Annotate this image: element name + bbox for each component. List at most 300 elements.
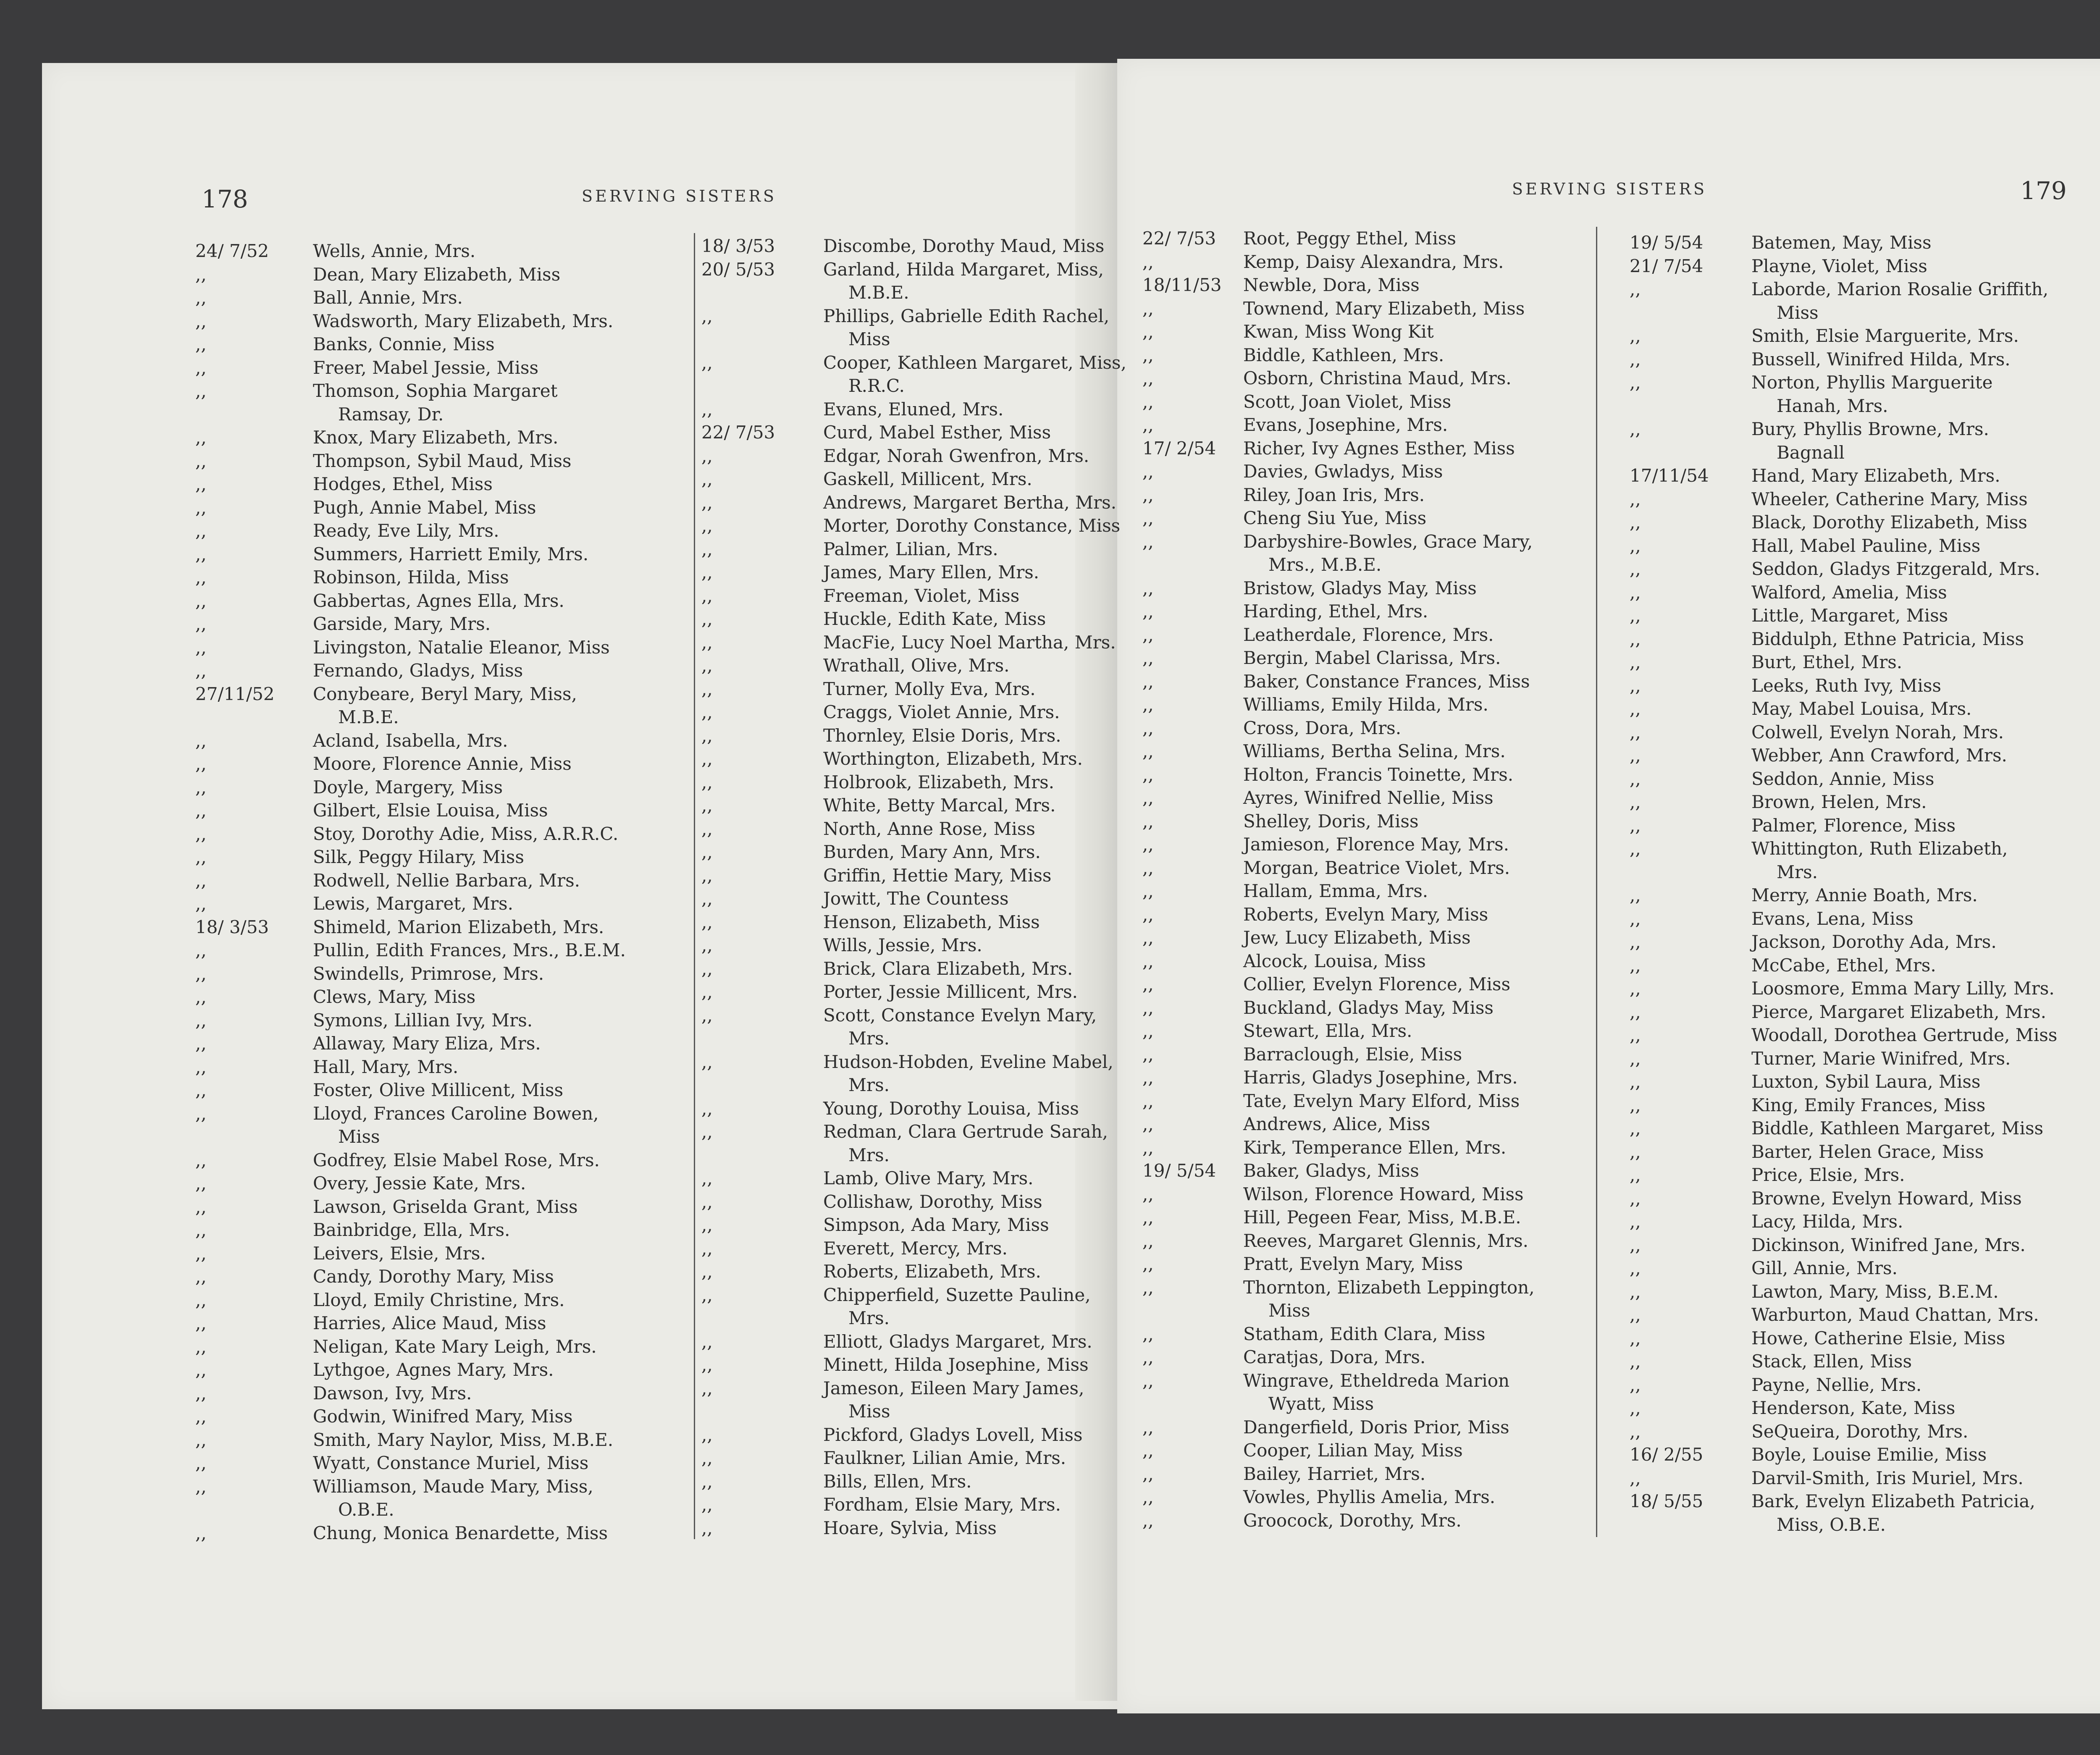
entry-name: Wills, Jessie, Mrs. bbox=[823, 935, 982, 955]
entry-date: ,, bbox=[1630, 1258, 1641, 1278]
entry-date: ,, bbox=[1630, 1211, 1641, 1232]
list-entry bbox=[1142, 1019, 1588, 1043]
entry-date: ,, bbox=[1630, 675, 1641, 696]
list-entry bbox=[1142, 1206, 1588, 1229]
entry-name: Tate, Evelyn Mary Elford, Miss bbox=[1243, 1090, 1520, 1111]
list-entry bbox=[195, 869, 691, 892]
entry-date: ,, bbox=[1630, 1165, 1641, 1185]
entry-name: Cheng Siu Yue, Miss bbox=[1243, 508, 1427, 528]
entry-date: ,, bbox=[701, 1448, 713, 1468]
list-entry bbox=[1630, 1513, 2100, 1537]
entry-name: Moore, Florence Annie, Miss bbox=[313, 753, 572, 774]
entry-name: Biddle, Kathleen, Mrs. bbox=[1243, 344, 1444, 365]
entry-name: Collishaw, Dorothy, Miss bbox=[823, 1191, 1042, 1212]
entry-name: Simpson, Ada Mary, Miss bbox=[823, 1215, 1049, 1235]
entry-date: ,, bbox=[1142, 1487, 1154, 1507]
entry-name: Smith, Mary Naylor, Miss, M.B.E. bbox=[313, 1429, 614, 1450]
entry-date: ,, bbox=[1142, 834, 1154, 855]
list-entry bbox=[701, 1353, 1113, 1377]
entry-date: ,, bbox=[701, 655, 713, 676]
list-entry bbox=[1142, 1276, 1588, 1299]
entry-date: ,, bbox=[1142, 974, 1154, 994]
entry-name: Stoy, Dorothy Adie, Miss, A.R.R.C. bbox=[313, 823, 619, 844]
entry-name: Playne, Violet, Miss bbox=[1751, 255, 1927, 276]
entry-name: Vowles, Phyllis Amelia, Mrs. bbox=[1243, 1487, 1496, 1507]
entry-date: 27/11/52 bbox=[195, 683, 275, 704]
entry-date: ,, bbox=[1142, 671, 1154, 692]
entry-date: ,, bbox=[1630, 1421, 1641, 1442]
entry-date: ,, bbox=[195, 1382, 207, 1403]
list-entry bbox=[701, 328, 1113, 351]
list-entry bbox=[701, 1516, 1113, 1540]
entry-name: Garside, Mary, Mrs. bbox=[313, 614, 491, 634]
entry-name: Clews, Mary, Miss bbox=[313, 986, 476, 1007]
list-entry bbox=[1630, 417, 2100, 441]
entry-date: ,, bbox=[195, 986, 207, 1007]
entry-name: Alcock, Louisa, Miss bbox=[1243, 950, 1426, 971]
list-entry bbox=[1142, 950, 1588, 973]
list-entry bbox=[195, 1428, 691, 1452]
entry-date: ,, bbox=[195, 777, 207, 797]
entry-date: ,, bbox=[1142, 461, 1154, 482]
list-entry bbox=[1630, 1070, 2100, 1094]
entry-name: Gabbertas, Agnes Ella, Mrs. bbox=[313, 590, 564, 611]
entry-name: Laborde, Marion Rosalie Griffith, bbox=[1751, 279, 2049, 299]
entry-name: Miss bbox=[338, 1126, 380, 1147]
entry-name: Pierce, Margaret Elizabeth, Mrs. bbox=[1751, 1001, 2046, 1022]
entry-name: Thompson, Sybil Maud, Miss bbox=[313, 450, 572, 471]
list-entry bbox=[1142, 273, 1588, 297]
entry-date: ,, bbox=[1142, 251, 1154, 272]
entry-date: ,, bbox=[195, 450, 207, 471]
entry-name: Black, Dorothy Elizabeth, Miss bbox=[1751, 512, 2027, 533]
entry-date: ,, bbox=[1142, 1090, 1154, 1111]
entry-date: ,, bbox=[1630, 955, 1641, 976]
entry-date: ,, bbox=[1142, 694, 1154, 715]
list-entry bbox=[195, 659, 691, 682]
entry-date: ,, bbox=[1142, 624, 1154, 645]
entry-name: Kemp, Daisy Alexandra, Mrs. bbox=[1243, 251, 1504, 272]
entry-date: ,, bbox=[701, 1471, 713, 1492]
entry-name: Shelley, Doris, Miss bbox=[1243, 811, 1419, 832]
list-entry bbox=[1142, 367, 1588, 390]
list-entry bbox=[1142, 1183, 1588, 1206]
entry-date: ,, bbox=[701, 958, 713, 979]
entry-name: Wyatt, Miss bbox=[1268, 1393, 1374, 1414]
list-entry bbox=[701, 1330, 1113, 1354]
entry-name: Brick, Clara Elizabeth, Mrs. bbox=[823, 958, 1073, 979]
list-entry bbox=[1142, 903, 1588, 926]
entry-name: Wyatt, Constance Muriel, Miss bbox=[313, 1453, 589, 1473]
entry-name: Holbrook, Elizabeth, Mrs. bbox=[823, 771, 1055, 792]
entry-date: ,, bbox=[1142, 344, 1154, 365]
entry-date: ,, bbox=[1142, 811, 1154, 832]
list-entry bbox=[195, 916, 691, 939]
entry-date: ,, bbox=[195, 474, 207, 494]
entry-date: 20/ 5/53 bbox=[701, 259, 775, 280]
list-entry bbox=[1142, 1369, 1588, 1393]
entry-date: ,, bbox=[195, 264, 207, 285]
entry-name: Williams, Bertha Selina, Mrs. bbox=[1243, 741, 1506, 761]
entry-date: ,, bbox=[701, 1121, 713, 1142]
list-entry bbox=[195, 1218, 691, 1242]
list-entry bbox=[1142, 1229, 1588, 1253]
list-entry bbox=[701, 514, 1121, 538]
entry-name: M.B.E. bbox=[848, 282, 909, 303]
entry-name: Wilson, Florence Howard, Miss bbox=[1243, 1183, 1524, 1204]
list-entry bbox=[195, 1009, 691, 1032]
list-entry bbox=[195, 706, 691, 729]
entry-name: Hall, Mabel Pauline, Miss bbox=[1751, 535, 1981, 556]
list-entry bbox=[1142, 833, 1588, 856]
entry-name: Jew, Lucy Elizabeth, Miss bbox=[1243, 927, 1471, 948]
list-entry bbox=[1142, 623, 1588, 647]
list-entry bbox=[1142, 1485, 1588, 1509]
entry-date: ,, bbox=[1630, 279, 1641, 299]
list-entry bbox=[1630, 977, 2100, 1000]
entry-date: ,, bbox=[1142, 531, 1154, 552]
entry-name: Banks, Connie, Miss bbox=[313, 334, 495, 354]
entry-date: ,, bbox=[701, 1005, 713, 1026]
list-entry bbox=[701, 1237, 1113, 1260]
entry-date: ,, bbox=[701, 585, 713, 606]
entry-date: ,, bbox=[701, 399, 713, 420]
entry-date: ,, bbox=[195, 1359, 207, 1380]
entry-date: ,, bbox=[1630, 792, 1641, 812]
entry-name: Mrs. bbox=[848, 1144, 890, 1165]
entry-date: ,, bbox=[1142, 414, 1154, 435]
entry-date: ,, bbox=[195, 870, 207, 891]
entry-name: Payne, Nellie, Mrs. bbox=[1751, 1374, 1922, 1395]
list-entry bbox=[1630, 394, 2100, 418]
entry-date: ,, bbox=[1142, 997, 1154, 1018]
entry-name: Little, Margaret, Miss bbox=[1751, 605, 1948, 626]
list-entry bbox=[701, 374, 1113, 398]
list-entry bbox=[195, 403, 691, 426]
entry-name: R.R.C. bbox=[848, 375, 905, 396]
list-entry bbox=[1142, 437, 1588, 460]
entry-name: Godfrey, Elsie Mabel Rose, Mrs. bbox=[313, 1149, 600, 1170]
list-entry bbox=[195, 799, 691, 822]
list-entry bbox=[701, 234, 1113, 258]
entry-name: Chipperfield, Suzette Pauline, bbox=[823, 1284, 1091, 1305]
list-entry bbox=[1630, 1117, 2100, 1140]
list-entry bbox=[701, 491, 1117, 514]
list-entry bbox=[1630, 744, 2100, 767]
entry-date: ,, bbox=[195, 1103, 207, 1124]
entry-name: Wheeler, Catherine Mary, Miss bbox=[1751, 488, 2028, 509]
list-entry bbox=[1142, 413, 1588, 437]
entry-date: ,, bbox=[1630, 1071, 1641, 1092]
entry-name: Garland, Hilda Margaret, Miss, bbox=[823, 259, 1104, 280]
entry-date: ,, bbox=[195, 1406, 207, 1427]
entry-date: ,, bbox=[1142, 577, 1154, 598]
entry-date: ,, bbox=[701, 678, 713, 699]
list-entry bbox=[1142, 460, 1588, 483]
entry-date: ,, bbox=[1630, 372, 1641, 393]
list-entry bbox=[701, 1423, 1113, 1447]
list-entry bbox=[195, 1288, 691, 1312]
entry-date: ,, bbox=[701, 492, 713, 513]
entry-name: Scott, Constance Evelyn Mary, bbox=[823, 1005, 1097, 1026]
entry-date: ,, bbox=[1630, 978, 1641, 999]
entry-date: ,, bbox=[195, 1149, 207, 1170]
entry-date: ,, bbox=[701, 702, 713, 722]
entry-name: Groocock, Dorothy, Mrs. bbox=[1243, 1510, 1462, 1531]
entry-name: Richer, Ivy Agnes Esther, Miss bbox=[1243, 438, 1515, 459]
entry-date: ,, bbox=[1142, 648, 1154, 668]
list-entry bbox=[195, 1335, 691, 1359]
entry-date: ,, bbox=[195, 637, 207, 658]
list-entry bbox=[195, 682, 691, 706]
list-entry bbox=[1142, 1439, 1588, 1462]
entry-date: ,, bbox=[701, 935, 713, 955]
list-entry bbox=[701, 910, 1113, 934]
entry-date: ,, bbox=[1630, 908, 1641, 929]
entry-name: Doyle, Margery, Miss bbox=[313, 777, 503, 797]
entry-date: ,, bbox=[1630, 721, 1641, 742]
entry-name: Walford, Amelia, Miss bbox=[1751, 582, 1947, 603]
entry-date: ,, bbox=[1142, 601, 1154, 622]
list-entry bbox=[1630, 837, 2100, 860]
entry-name: King, Emily Frances, Miss bbox=[1751, 1094, 1986, 1115]
list-entry bbox=[1630, 464, 2100, 488]
right-column-1 bbox=[1142, 227, 1588, 1532]
list-entry bbox=[701, 677, 1113, 701]
entry-name: Holton, Francis Toinette, Mrs. bbox=[1243, 764, 1514, 785]
entry-name: Livingston, Natalie Eleanor, Miss bbox=[313, 637, 610, 658]
list-entry bbox=[1142, 506, 1588, 530]
entry-date: ,, bbox=[701, 888, 713, 909]
entry-name: Osborn, Christina Maud, Mrs. bbox=[1243, 368, 1512, 388]
entry-name: Swindells, Primrose, Mrs. bbox=[313, 963, 544, 984]
left-page-number: 178 bbox=[202, 185, 248, 213]
entry-date: ,, bbox=[195, 940, 207, 960]
entry-name: Harding, Ethel, Mrs. bbox=[1243, 601, 1428, 622]
list-entry bbox=[701, 1004, 1113, 1027]
entry-name: Foster, Olive Millicent, Miss bbox=[313, 1080, 564, 1100]
entry-name: Henderson, Kate, Miss bbox=[1751, 1398, 1956, 1418]
entry-name: Davies, Gwladys, Miss bbox=[1243, 461, 1443, 482]
list-entry bbox=[1142, 879, 1588, 903]
entry-name: Redman, Clara Gertrude Sarah, bbox=[823, 1121, 1108, 1142]
list-entry bbox=[1630, 954, 2100, 977]
list-entry bbox=[701, 467, 1113, 491]
entry-date: ,, bbox=[1142, 1440, 1154, 1461]
entry-date: ,, bbox=[701, 842, 713, 862]
list-entry bbox=[701, 1400, 1113, 1423]
entry-name: Faulkner, Lilian Amie, Mrs. bbox=[823, 1448, 1066, 1468]
list-entry bbox=[1630, 627, 2100, 651]
entry-date: ,, bbox=[701, 1238, 713, 1259]
entry-date: ,, bbox=[195, 1220, 207, 1240]
list-entry bbox=[1630, 231, 2100, 254]
entry-date: ,, bbox=[1630, 559, 1641, 579]
entry-name: Browne, Evelyn Howard, Miss bbox=[1751, 1188, 2022, 1209]
entry-name: Williamson, Maude Mary, Miss, bbox=[313, 1476, 593, 1497]
list-entry bbox=[195, 472, 691, 496]
list-entry bbox=[1630, 488, 2100, 511]
entry-date: ,, bbox=[1630, 535, 1641, 556]
list-entry bbox=[195, 310, 691, 333]
entry-name: Darbyshire-Bowles, Grace Mary, bbox=[1243, 531, 1533, 552]
entry-date: ,, bbox=[1630, 1188, 1641, 1209]
entry-name: Wrathall, Olive, Mrs. bbox=[823, 655, 1010, 676]
entry-name: Henson, Elizabeth, Miss bbox=[823, 911, 1040, 932]
entry-name: Minett, Hilda Josephine, Miss bbox=[823, 1354, 1089, 1375]
entry-name: Bergin, Mabel Clarissa, Mrs. bbox=[1243, 648, 1501, 668]
entry-date: 16/ 2/55 bbox=[1630, 1444, 1704, 1465]
entry-date: ,, bbox=[195, 847, 207, 867]
entry-name: Gilbert, Elsie Louisa, Miss bbox=[313, 800, 548, 821]
entry-name: Evans, Eluned, Mrs. bbox=[823, 399, 1004, 420]
list-entry bbox=[195, 822, 691, 846]
entry-name: Mrs. bbox=[1777, 861, 1818, 882]
entry-name: Ramsay, Dr. bbox=[338, 404, 444, 425]
list-entry bbox=[195, 939, 691, 962]
list-entry bbox=[195, 333, 691, 356]
list-entry bbox=[701, 1213, 1113, 1237]
entry-date: ,, bbox=[195, 1453, 207, 1473]
list-entry bbox=[1142, 716, 1588, 740]
list-entry bbox=[1630, 674, 2100, 698]
entry-date: 24/ 7/52 bbox=[195, 241, 269, 261]
entry-name: Godwin, Winifred Mary, Miss bbox=[313, 1406, 573, 1427]
entry-name: Mrs. bbox=[848, 1075, 890, 1095]
list-entry bbox=[195, 449, 691, 473]
entry-date: ,, bbox=[195, 800, 207, 821]
entry-name: Stewart, Ella, Mrs. bbox=[1243, 1020, 1412, 1041]
entry-date: ,, bbox=[195, 730, 207, 751]
entry-date: ,, bbox=[701, 771, 713, 792]
entry-date: ,, bbox=[1142, 904, 1154, 925]
right-running-head: SERVING SISTERS bbox=[1512, 180, 1707, 198]
entry-name: Smith, Elsie Marguerite, Mrs. bbox=[1751, 325, 2019, 346]
list-entry bbox=[1630, 1443, 2100, 1466]
list-entry bbox=[701, 817, 1113, 841]
entry-name: Griffin, Hettie Mary, Miss bbox=[823, 865, 1052, 886]
entry-date: ,, bbox=[1630, 628, 1641, 649]
entry-name: Lawson, Griselda Grant, Miss bbox=[313, 1196, 578, 1217]
list-entry bbox=[701, 1167, 1113, 1190]
entry-date: ,, bbox=[1142, 1463, 1154, 1484]
entry-date: ,, bbox=[1630, 838, 1641, 859]
entry-name: Boyle, Louise Emilie, Miss bbox=[1751, 1444, 1987, 1465]
entry-name: Miss bbox=[848, 1401, 890, 1422]
entry-name: Thornton, Elizabeth Leppington, bbox=[1243, 1277, 1535, 1298]
entry-name: Kirk, Temperance Ellen, Mrs. bbox=[1243, 1137, 1507, 1158]
list-entry bbox=[1142, 1089, 1588, 1113]
entry-name: Hall, Mary, Mrs. bbox=[313, 1056, 459, 1077]
list-entry bbox=[1630, 254, 2100, 278]
entry-name: Leeks, Ruth Ivy, Miss bbox=[1751, 675, 1941, 696]
entry-name: Biddulph, Ethne Patricia, Miss bbox=[1751, 628, 2024, 649]
entry-date: ,, bbox=[195, 1429, 207, 1450]
entry-name: Warburton, Maud Chattan, Mrs. bbox=[1751, 1304, 2039, 1325]
entry-name: Turner, Marie Winifred, Mrs. bbox=[1751, 1048, 2011, 1069]
entry-date: ,, bbox=[1142, 1137, 1154, 1158]
entry-name: Leivers, Elsie, Mrs. bbox=[313, 1243, 486, 1264]
list-entry bbox=[1142, 973, 1588, 996]
entry-date: ,, bbox=[701, 515, 713, 536]
entry-date: ,, bbox=[1630, 745, 1641, 766]
list-entry bbox=[1142, 856, 1588, 880]
list-entry bbox=[1142, 483, 1588, 507]
list-entry bbox=[1630, 1303, 2100, 1327]
list-entry bbox=[195, 1358, 691, 1382]
entry-name: Mrs. bbox=[848, 1028, 890, 1049]
right-page-number: 179 bbox=[2020, 176, 2067, 205]
entry-name: Lythgoe, Agnes Mary, Mrs. bbox=[313, 1359, 554, 1380]
entry-date: ,, bbox=[701, 352, 713, 373]
entry-date: ,, bbox=[195, 334, 207, 354]
list-entry bbox=[195, 566, 691, 589]
list-entry bbox=[701, 1120, 1113, 1144]
list-entry bbox=[195, 379, 691, 403]
entry-name: Woodall, Dorothea Gertrude, Miss bbox=[1751, 1025, 2058, 1045]
entry-date: ,, bbox=[195, 1289, 207, 1310]
right-column-2 bbox=[1630, 231, 2100, 1536]
entry-date: ,, bbox=[1142, 1417, 1154, 1438]
entry-name: Seddon, Gladys Fitzgerald, Mrs. bbox=[1751, 559, 2040, 579]
entry-name: Whittington, Ruth Elizabeth, bbox=[1751, 838, 2008, 859]
list-entry bbox=[1630, 1187, 2100, 1210]
list-entry bbox=[701, 1073, 1113, 1097]
list-entry bbox=[195, 543, 691, 566]
entry-date: ,, bbox=[1630, 1304, 1641, 1325]
entry-name: Bussell, Winifred Hilda, Mrs. bbox=[1751, 349, 2011, 370]
entry-name: Everett, Mercy, Mrs. bbox=[823, 1238, 1008, 1259]
entry-name: Miss bbox=[1268, 1300, 1310, 1321]
entry-name: Miss, O.B.E. bbox=[1777, 1514, 1886, 1535]
entry-date: ,, bbox=[1630, 488, 1641, 509]
entry-name: Miss bbox=[848, 329, 890, 349]
list-entry bbox=[701, 607, 1113, 631]
entry-name: M.B.E. bbox=[338, 707, 399, 727]
entry-name: Bury, Phyllis Browne, Mrs. bbox=[1751, 419, 1989, 439]
list-entry bbox=[701, 1027, 1113, 1050]
entry-date: ,, bbox=[701, 1098, 713, 1119]
list-entry bbox=[195, 1032, 691, 1055]
entry-date: ,, bbox=[195, 753, 207, 774]
entry-date: ,, bbox=[701, 538, 713, 559]
entry-date: ,, bbox=[1630, 815, 1641, 836]
entry-date: ,, bbox=[701, 305, 713, 326]
entry-name: Huckle, Edith Kate, Miss bbox=[823, 609, 1046, 629]
list-entry bbox=[1630, 1420, 2100, 1443]
entry-name: Hill, Pegeen Fear, Miss, M.B.E. bbox=[1243, 1207, 1521, 1228]
list-entry bbox=[701, 654, 1113, 677]
entry-date: ,, bbox=[1630, 1351, 1641, 1372]
entry-name: Thomson, Sophia Margaret bbox=[313, 380, 558, 401]
entry-date: ,, bbox=[701, 911, 713, 932]
list-entry bbox=[1630, 767, 2100, 791]
entry-date: ,, bbox=[195, 893, 207, 914]
entry-date: ,, bbox=[195, 1173, 207, 1194]
entry-name: Riley, Joan Iris, Mrs. bbox=[1243, 484, 1425, 505]
list-entry bbox=[701, 980, 1113, 1004]
entry-date: 17/ 2/54 bbox=[1142, 438, 1216, 459]
entry-name: Bills, Ellen, Mrs. bbox=[823, 1471, 972, 1492]
entry-date: ,, bbox=[1630, 1281, 1641, 1302]
list-entry bbox=[195, 729, 691, 753]
entry-date: ,, bbox=[1630, 512, 1641, 533]
entry-date: 22/ 7/53 bbox=[701, 422, 775, 443]
entry-date: ,, bbox=[1630, 1025, 1641, 1045]
entry-date: ,, bbox=[701, 1377, 713, 1398]
list-entry bbox=[195, 1522, 691, 1545]
list-entry bbox=[1142, 1509, 1588, 1532]
